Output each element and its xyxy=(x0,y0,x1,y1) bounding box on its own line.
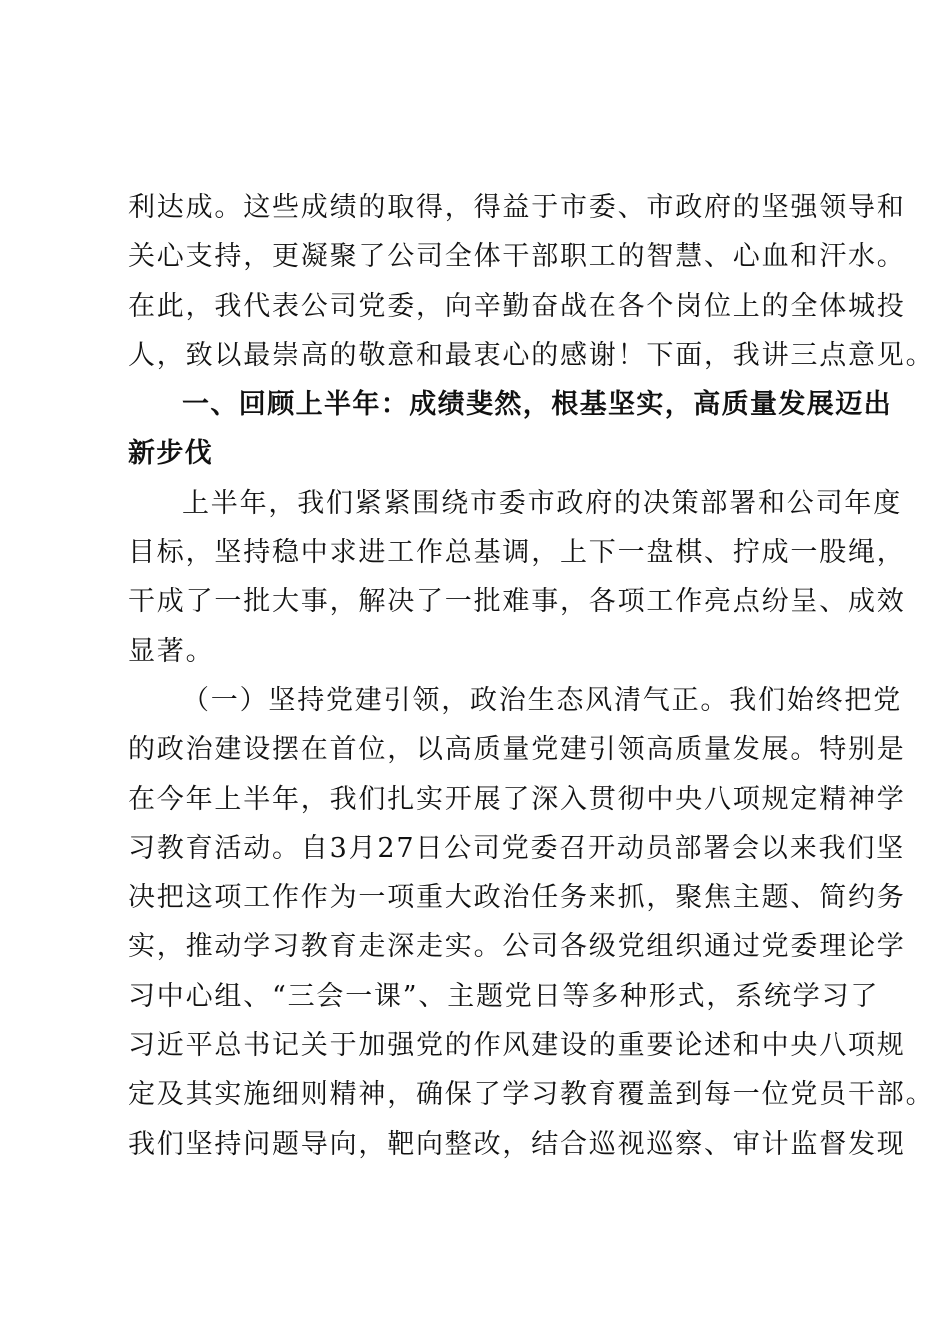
body-line: 干成了一批大事，解决了一批难事，各项工作亮点纷呈、成效 xyxy=(128,586,906,618)
body-line: 定及其实施细则精神，确保了学习教育覆盖到每一位党员干部。 xyxy=(128,1079,935,1111)
body-line: 习近平总书记关于加强党的作风建设的重要论述和中央八项规 xyxy=(128,1030,906,1062)
body-line: 关心支持，更凝聚了公司全体干部职工的智慧、心血和汗水。 xyxy=(128,241,906,273)
body-line: 实，推动学习教育走深走实。公司各级党组织通过党委理论学 xyxy=(128,931,906,963)
body-line: 习教育活动。自3月27日公司党委召开动员部署会以来我们坚 xyxy=(128,832,905,864)
section-heading: 一、回顾上半年：成绩斐然，根基坚实，高质量发展迈出 xyxy=(182,389,892,421)
body-line: 目标，坚持稳中求进工作总基调，上下一盘棋、拧成一股绳， xyxy=(128,537,906,569)
section-heading-continued: 新步伐 xyxy=(128,438,214,470)
body-line: 决把这项工作作为一项重大政治任务来抓，聚焦主题、简约务 xyxy=(128,882,906,914)
body-line: 在今年上半年，我们扎实开展了深入贯彻中央八项规定精神学 xyxy=(128,783,906,815)
body-line: 人，致以最崇高的敬意和最衷心的感谢！下面，我讲三点意见。 xyxy=(128,339,935,371)
body-line: 我们坚持问题导向，靶向整改，结合巡视巡察、审计监督发现 xyxy=(128,1128,906,1160)
body-line: 的政治建设摆在首位，以高质量党建引领高质量发展。特别是 xyxy=(128,734,906,766)
subsection-paragraph-line: （一）坚持党建引领，政治生态风清气正。我们始终把党 xyxy=(182,684,902,716)
body-line: 显著。 xyxy=(128,635,215,667)
body-line: 习中心组、“三会一课”、主题党日等多种形式，系统学习了 xyxy=(128,980,880,1012)
body-line: 利达成。这些成绩的取得，得益于市委、市政府的坚强领导和 xyxy=(128,192,906,223)
body-line: 上半年，我们紧紧围绕市委市政府的决策部署和公司年度 xyxy=(182,487,902,519)
body-line: 在此，我代表公司党委，向辛勤奋战在各个岗位上的全体城投 xyxy=(128,290,906,322)
